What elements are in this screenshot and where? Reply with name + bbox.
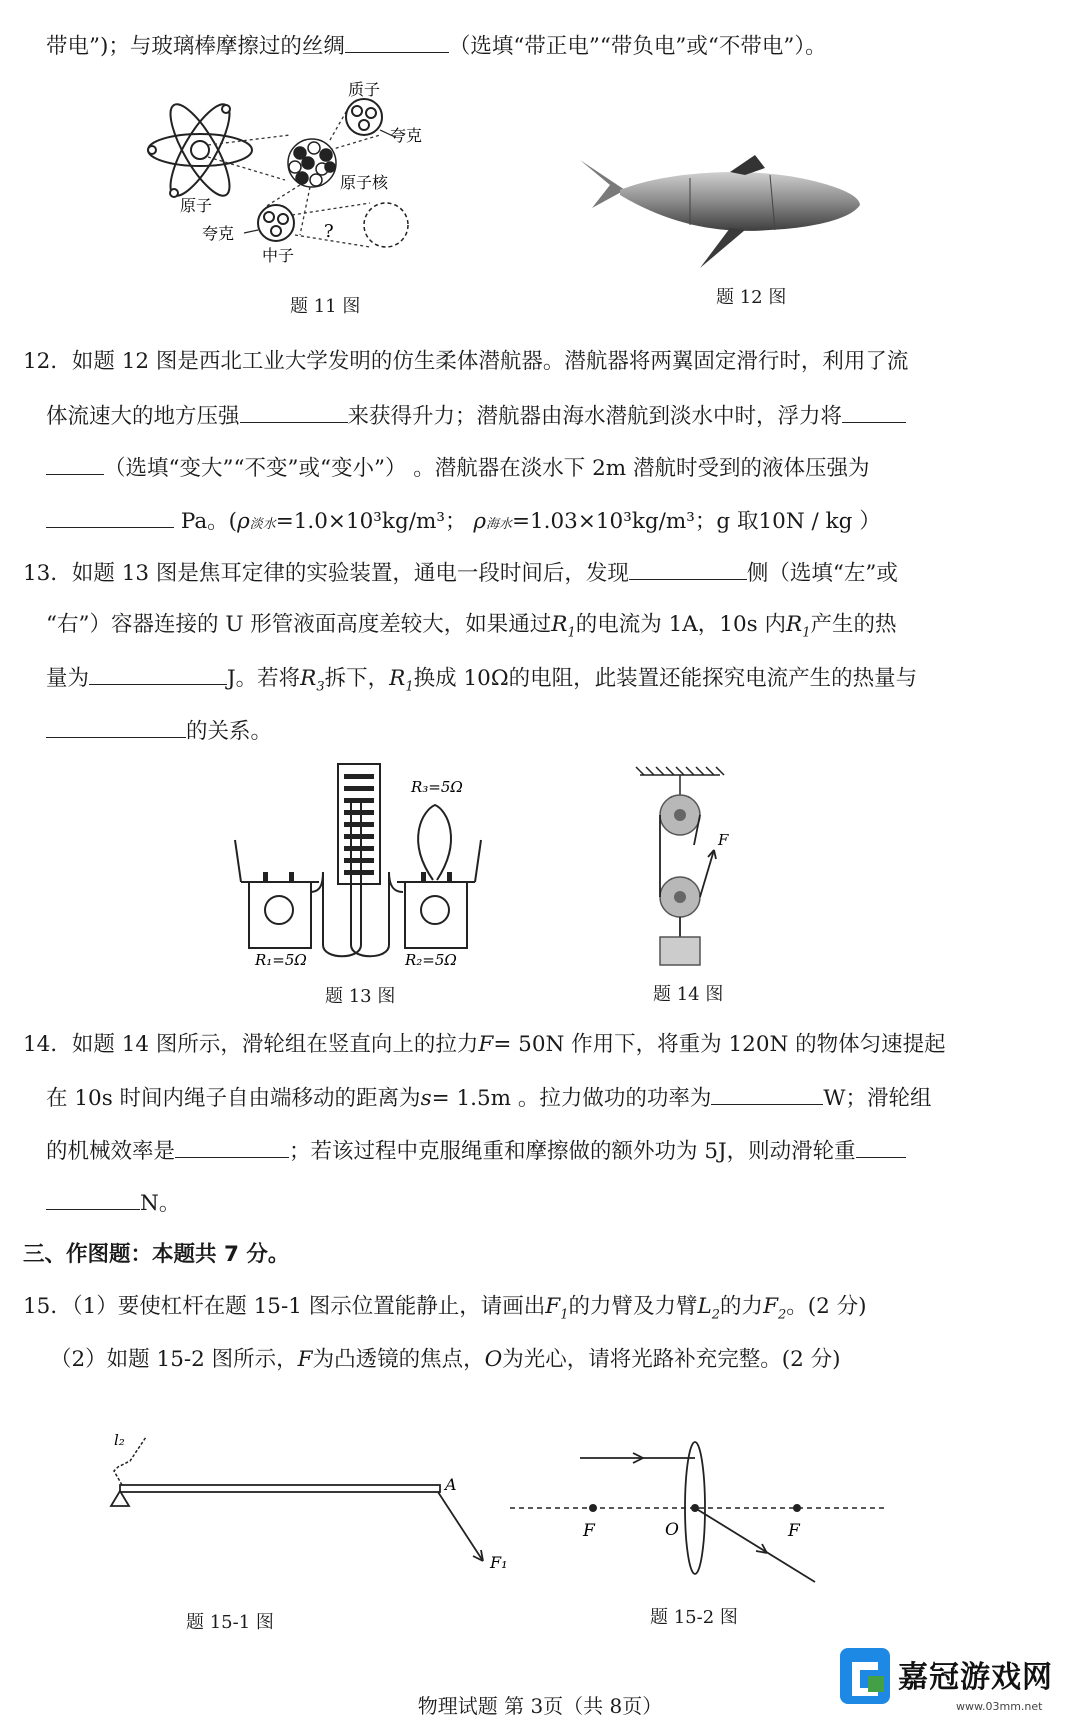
text-segment: “右”）容器连接的 U 形管液面高度差较大，如果通过 <box>46 612 552 637</box>
q12-line-2 <box>46 400 906 432</box>
figure-14-caption: 题 14 图 <box>653 984 724 1005</box>
logo-text: 嘉冠游戏网 <box>898 1660 1053 1695</box>
text-segment: 的力 <box>720 1294 764 1319</box>
label-quark: 夸克 <box>202 224 235 243</box>
text-segment: J。若将 <box>227 666 301 691</box>
text-segment: ；若该过程中克服绳重和摩擦做的额外功为 5J，则动滑轮重 <box>289 1139 856 1164</box>
watermark-logo <box>838 1644 1078 1726</box>
text-segment: 的力臂及力臂 <box>568 1294 698 1319</box>
text-segment: 产生的热 <box>810 612 897 637</box>
rope-free-end <box>700 850 714 897</box>
text-segment: （选填“带正电”“带负电”或“不带电”）。 <box>448 34 827 59</box>
arm-symbol: L <box>697 1294 712 1319</box>
text-segment: W；滑轮组 <box>823 1086 932 1111</box>
nucleus-cluster <box>288 139 336 187</box>
answer-blank[interactable] <box>345 30 449 53</box>
weight-block <box>660 937 700 965</box>
resistor-symbol: R <box>389 666 406 691</box>
text-segment: 的电流为 1A，10s 内 <box>575 612 787 637</box>
glider-tail <box>580 160 625 208</box>
answer-blank[interactable] <box>842 400 906 423</box>
answer-blank[interactable] <box>89 662 227 685</box>
unknown-particle <box>364 203 408 247</box>
resistor-symbol: R <box>300 666 317 691</box>
force-symbol: F <box>478 1032 494 1057</box>
fixed-pulley-axle <box>674 809 686 821</box>
force-symbol: F <box>545 1294 561 1319</box>
text-segment: = 50N 作用下，将重为 120N 的物体匀速提起 <box>493 1032 946 1057</box>
subscript: 3 <box>316 679 325 695</box>
glider-wing <box>700 228 745 268</box>
text-segment: 15．（1）要使杠杆在题 15-1 图示位置能静止，请画出 <box>23 1294 546 1319</box>
figure-12-bionic-glider <box>580 150 870 270</box>
right-resistor-bulb <box>421 896 449 924</box>
subscript: 2 <box>777 1307 787 1323</box>
text-segment: 的机械效率是 <box>46 1139 176 1164</box>
label-F-left: F <box>583 1521 595 1541</box>
answer-blank[interactable] <box>46 1187 140 1210</box>
text-segment: 在 10s 时间内绳子自由端移动的距离为 <box>46 1086 421 1111</box>
label-quark: 夸克 <box>390 126 423 145</box>
answer-blank[interactable] <box>46 505 174 528</box>
q14-line-4 <box>46 1187 180 1219</box>
optical-center-symbol: O <box>484 1347 503 1372</box>
right-container <box>405 882 467 948</box>
text-segment: 换成 10Ω的电阻，此装置还能探究电流产生的热量与 <box>413 666 918 691</box>
answer-blank[interactable] <box>46 715 186 738</box>
answer-blank[interactable] <box>175 1135 289 1158</box>
text-segment: 来获得升力；潜航器由海水潜航到淡水中时，浮力将 <box>347 404 843 429</box>
label-l2: l₂ <box>114 1431 125 1449</box>
movable-pulley-axle <box>674 891 686 903</box>
label-proton: 质子 <box>348 80 381 99</box>
text-segment: 侧（选填“左”或 <box>746 561 898 586</box>
focus-left <box>589 1504 597 1512</box>
text-segment: N。 <box>140 1191 181 1216</box>
q12-line-4 <box>46 505 881 540</box>
q15-line-1 <box>23 1292 867 1330</box>
section-3-heading: 三、作图题：本题共 7 分。 <box>23 1242 290 1267</box>
page-footer: 物理试题 第 3页（共 8页） <box>417 1694 663 1718</box>
figure-13-joule-apparatus <box>235 760 495 970</box>
q15-line-2 <box>50 1345 841 1375</box>
q12-line-3 <box>46 452 870 484</box>
text-segment: 。(2 分) <box>786 1294 867 1319</box>
left-resistor-bulb <box>265 896 293 924</box>
rho-subscript: 淡水 <box>249 517 276 532</box>
text-segment: 量为 <box>46 666 90 691</box>
q13-line-3 <box>46 662 917 702</box>
label-atom: 原子 <box>180 196 213 215</box>
subscript: 1 <box>802 625 811 641</box>
subscript: 2 <box>711 1307 721 1323</box>
label-point-A: A <box>445 1475 457 1494</box>
focus-symbol: F <box>297 1347 313 1372</box>
ray-through-center <box>695 1508 815 1582</box>
q12-line-1: 12．如题 12 图是西北工业大学发明的仿生柔体潜航器。潜航器将两翼固定滑行时，利用了流 <box>23 349 909 374</box>
label-nucleus: 原子核 <box>340 173 389 192</box>
label-r2: R₂=5Ω <box>405 951 457 969</box>
text-segment: 13．如题 13 图是焦耳定律的实验装置，通电一段时间后，发现 <box>23 561 629 586</box>
figure-15-2-convex-lens <box>505 1440 885 1590</box>
label-r3: R₃=5Ω <box>411 778 463 796</box>
rho-symbol: ρ <box>237 509 250 534</box>
subscript: 1 <box>405 679 414 695</box>
force-F1-line <box>438 1492 483 1561</box>
proton-detail <box>346 99 382 135</box>
figure-13-caption: 题 13 图 <box>325 986 396 1007</box>
r3-external-resistor <box>418 805 451 880</box>
answer-blank[interactable] <box>46 452 104 475</box>
label-O: O <box>665 1520 679 1540</box>
label-force-F: F <box>718 831 729 849</box>
force-F1-arrowhead <box>473 1550 483 1561</box>
force-symbol: F <box>763 1294 778 1319</box>
figure-15-1-lever <box>100 1425 508 1595</box>
text-segment: = 1.5m 。拉力做功的功率为 <box>431 1086 712 1111</box>
left-container <box>249 882 311 948</box>
electron <box>170 189 178 197</box>
figure-12-caption: 题 12 图 <box>716 287 787 308</box>
text-segment: 14．如题 14 图所示，滑轮组在竖直向上的拉力 <box>23 1032 479 1057</box>
text-segment: =1.0×10³kg/m³； <box>275 509 467 534</box>
q13-line-1 <box>23 557 898 589</box>
answer-blank[interactable] <box>629 557 747 580</box>
rho-subscript: 海水 <box>485 517 512 532</box>
neutron-detail <box>258 205 294 241</box>
electron <box>222 105 230 113</box>
text-segment: （选填“变大”“不变”或“变小”） 。潜航器在淡水下 2m 潜航时受到的液体压强为 <box>104 456 870 481</box>
q13-line-4 <box>46 715 272 747</box>
subscript: 1 <box>567 625 576 641</box>
text-segment: 带电”)；与玻璃棒摩擦过的丝绸 <box>46 34 345 59</box>
figure-15-1-caption: 题 15-1 图 <box>186 1612 274 1633</box>
figure-11-atom-structure <box>140 75 450 295</box>
label-question: ? <box>324 221 334 242</box>
text-segment: （2）如题 15-2 图所示， <box>50 1347 298 1372</box>
electron <box>148 146 156 154</box>
text-segment: 为光心，请将光路补充完整。(2 分) <box>502 1347 841 1372</box>
text-segment: =1.03×10³kg/m³；g 取10N / kg ） <box>511 509 881 534</box>
glider-fin <box>730 155 765 175</box>
rho-symbol: ρ <box>473 509 486 534</box>
text-segment: 为凸透镜的焦点， <box>312 1347 485 1372</box>
resistor-symbol: R <box>551 612 568 637</box>
subscript: 1 <box>560 1307 569 1323</box>
distance-symbol: s <box>420 1086 432 1111</box>
text-segment: 体流速大的地方压强 <box>46 404 240 429</box>
q14-line-1 <box>23 1030 946 1060</box>
q14-line-2 <box>46 1082 931 1114</box>
resistor-symbol: R <box>786 612 803 637</box>
atom-nucleus <box>191 141 209 159</box>
q14-line-3 <box>46 1135 906 1167</box>
answer-blank[interactable] <box>240 400 348 423</box>
label-r1: R₁=5Ω <box>255 951 307 969</box>
fulcrum <box>111 1491 129 1506</box>
label-neutron: 中子 <box>262 246 295 265</box>
figure-14-pulley-system <box>630 765 740 970</box>
q13-line-2 <box>46 610 897 648</box>
glider-body <box>620 172 860 231</box>
figure-11-caption: 题 11 图 <box>290 296 361 317</box>
text-line-1 <box>46 30 827 62</box>
text-segment: Pa。( <box>180 509 238 534</box>
logo-url: www.03mm.net <box>956 1700 1043 1713</box>
text-segment: 的关系。 <box>186 719 273 744</box>
label-F1: F₁ <box>490 1553 508 1572</box>
lever-bar <box>120 1485 440 1492</box>
label-F-right: F <box>788 1521 800 1541</box>
answer-blank[interactable] <box>711 1082 823 1105</box>
text-segment: 拆下， <box>324 666 390 691</box>
figure-15-2-caption: 题 15-2 图 <box>650 1607 738 1628</box>
answer-blank[interactable] <box>856 1135 906 1158</box>
focus-right <box>793 1504 801 1512</box>
